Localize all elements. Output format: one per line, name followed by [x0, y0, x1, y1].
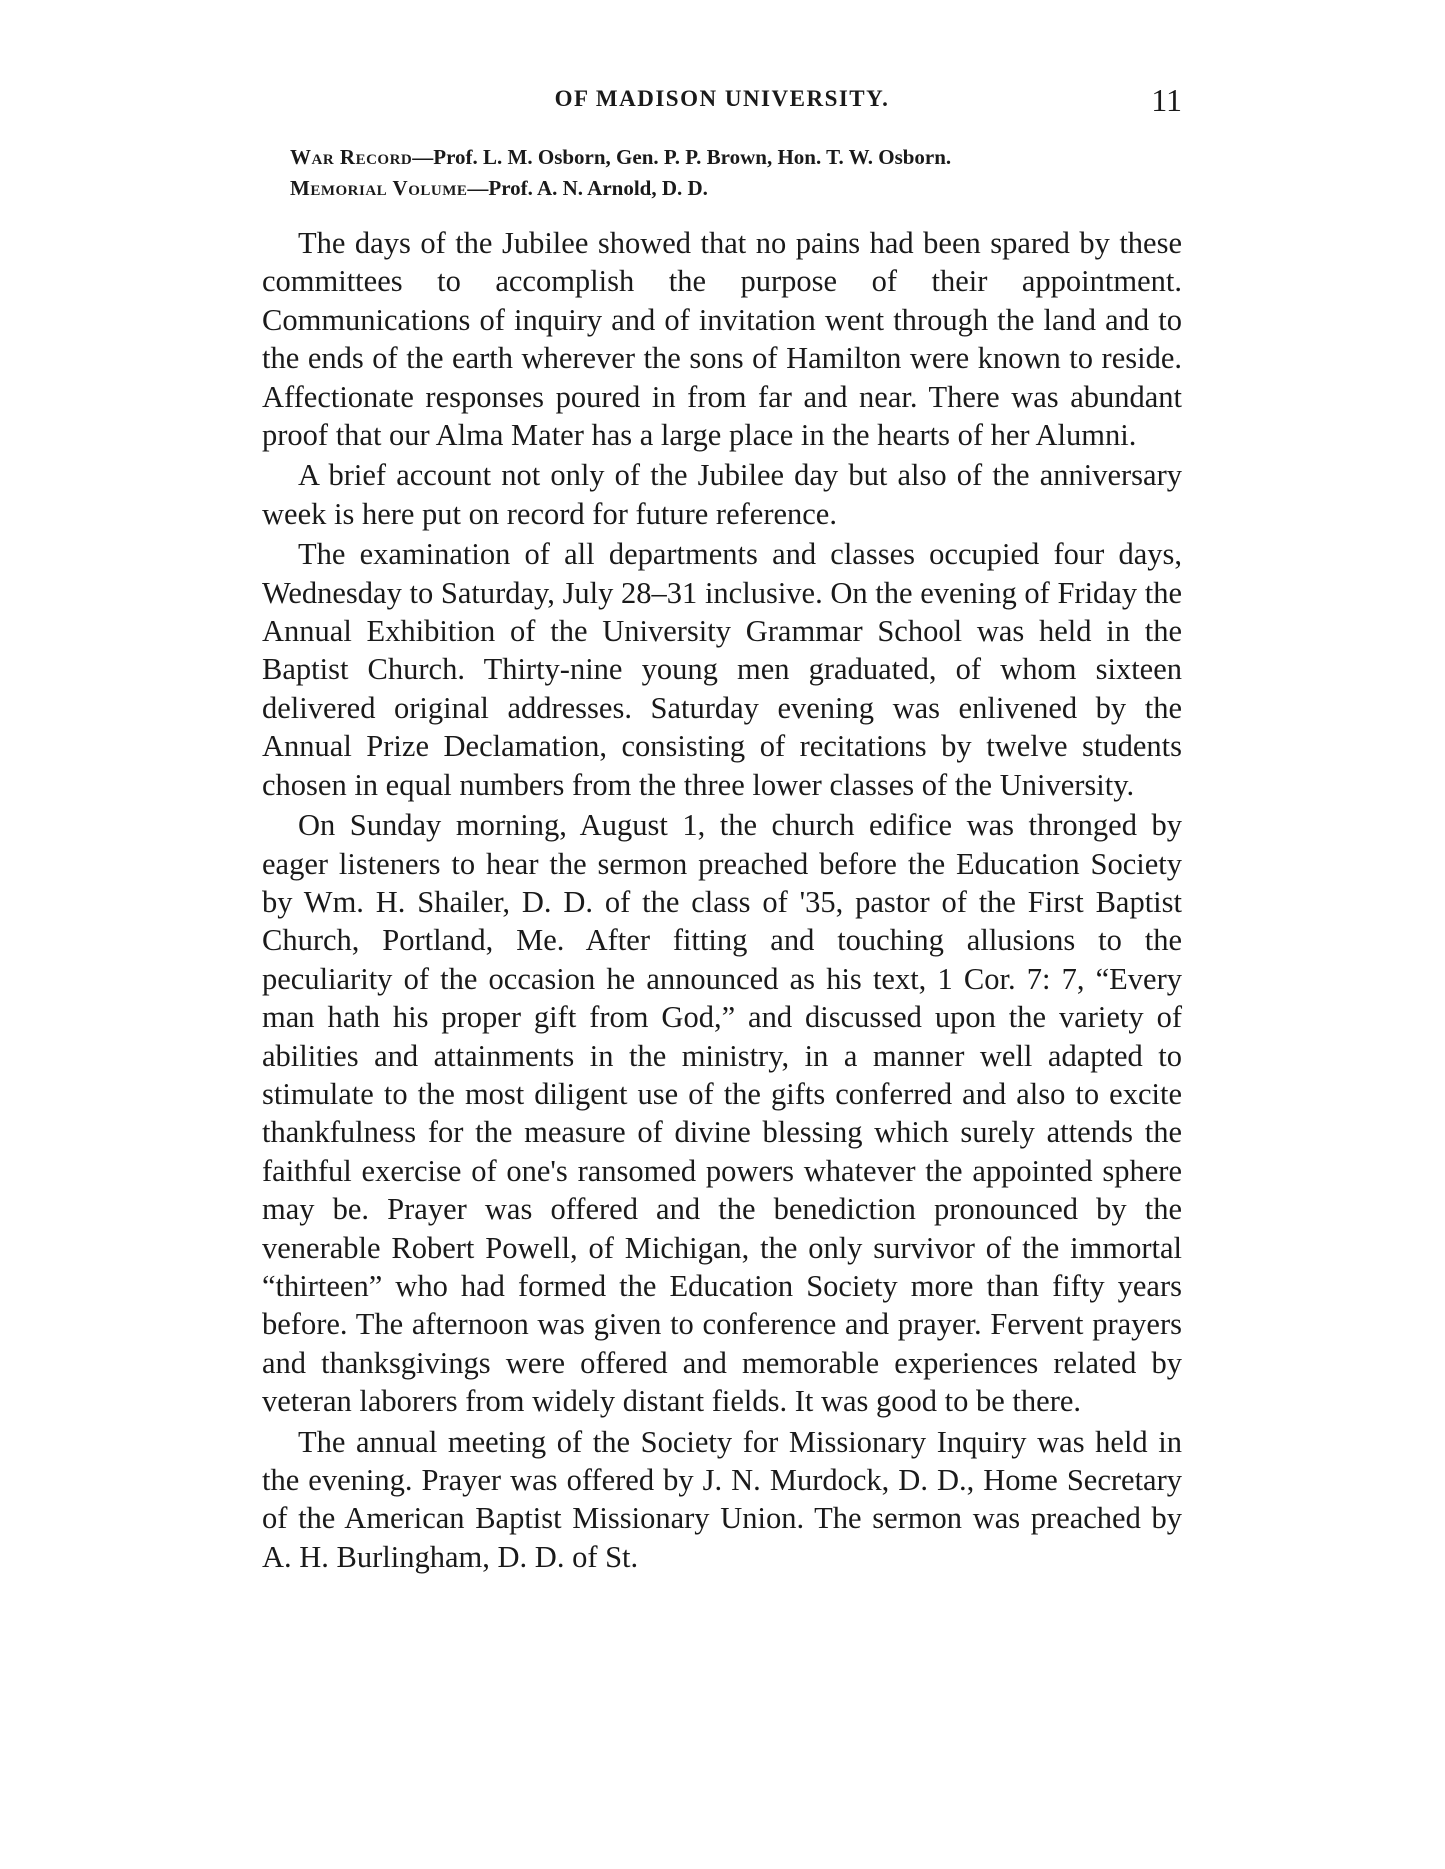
paragraph: A brief account not only of the Jubilee day but also of the anniversary week is here put on record for future reference. [262, 458, 1182, 531]
paragraph: The examination of all departments and classes occupied four days, Wednesday to Saturday, July 28–31 inclusive. On the evening of Friday the Annual Exhibition of the University Grammar School was held in the Baptist Church. Thirty-nine young men graduated, of whom sixteen delivered original addresses. Saturday evening was enlivened by the Annual Prize Declamation, consisting of recitations by twelve students chosen in equal numbers from the three lower classes of the University. [262, 537, 1182, 802]
committee-name: Memorial Volume [290, 176, 468, 200]
committee-members: —Prof. A. N. Arnold, D. D. [467, 176, 708, 200]
paragraph: The days of the Jubilee showed that no pains had been spared by these committees to accomplish the purpose of their appointment. Communications of inquiry and of invitation went through the land and to the ends of the earth wherever the sons of Hamilton were known to reside. Affectionate responses poured in from far and near. There was abundant proof that our Alma Mater has a large place in the hearts of her Alumni. [262, 226, 1182, 453]
committee-entry [290, 142, 1170, 173]
paragraph: The annual meeting of the Society for Missionary Inquiry was held in the evening. Prayer was offered by J. N. Murdock, D. D., Home Secretary of the American Baptist Missionary Union. The sermon was preached by A. H. Burlingham, D. D. of St. [262, 1424, 1182, 1574]
paragraph: On Sunday morning, August 1, the church edifice was thronged by eager listeners to hear the sermon preached before the Education Society by Wm. H. Shailer, D. D. of the class of '35, pastor of the First Baptist Church, Portland, Me. After fitting and touching allusions to the peculiarity of the occasion he announced as his text, 1 Cor. 7: 7, “Every man hath his proper gift from God,” and discussed upon the variety of abilities and attainments in the ministry, in a manner well adapted to stimulate to the most diligent use of the gifts conferred and also to excite thankfulness for the measure of divine blessing which surely attends the faithful exercise of one's ransomed powers whatever the appointed sphere may be. Prayer was offered and the benediction pronounced by the venerable Robert Powell, of Michigan, the only survivor of the immortal “thirteen” who had formed the Education Society more than fifty years before. The afternoon was given to conference and prayer. Fervent prayers and thanksgivings were offered and memorable experiences related by veteran laborers from widely distant fields. It was good to be there. [262, 808, 1182, 1419]
page-number: 11 [1151, 82, 1182, 118]
committee-name: War Record [290, 145, 413, 169]
body-text [262, 224, 1182, 1578]
running-head [262, 82, 1182, 126]
running-title: OF MADISON UNIVERSITY. [554, 86, 890, 111]
committee-entry [290, 173, 1170, 204]
committee-members: —Prof. L. M. Osborn, Gen. P. P. Brown, Hon. T. W. Osborn. [412, 145, 952, 169]
committee-list [290, 142, 1170, 204]
